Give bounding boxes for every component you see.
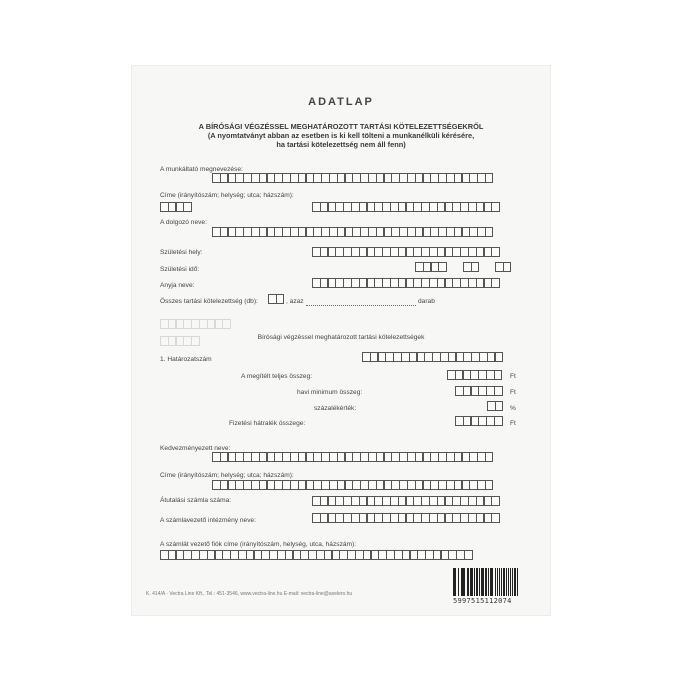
field-fiok[interactable] [160, 550, 472, 560]
unit-ft: Ft [510, 420, 516, 427]
field-ev[interactable] [415, 262, 446, 272]
char-box[interactable] [485, 452, 494, 462]
form-subtitle-note: (A nyomtatványt abban az esetben is ki kell tölteni a munkanélküli kérésére, [207, 131, 475, 140]
label-fiok: A számlát vezető fiók címe (irányítószám, helység, utca, házszám): [160, 541, 357, 548]
char-box[interactable] [494, 416, 503, 426]
label-osszes: Összes tartási kötelezettség (db): [160, 298, 258, 305]
char-box[interactable] [485, 227, 494, 237]
field-kedvezmenyezett[interactable] [212, 452, 493, 462]
field-munkaltato[interactable] [212, 173, 493, 183]
field-szazalek[interactable] [487, 401, 503, 411]
char-box[interactable] [491, 496, 500, 506]
unit-ft: Ft [510, 389, 516, 396]
label-fizetesi: Fizetési hátralék összege: [229, 420, 306, 427]
char-box[interactable] [438, 262, 447, 272]
field-hatarozatszam[interactable] [362, 352, 502, 362]
field-nap[interactable] [495, 262, 511, 272]
char-box[interactable] [464, 550, 473, 560]
field-osszes-db[interactable] [268, 294, 284, 304]
field-anyja[interactable] [312, 278, 499, 288]
label-munkaltato: A munkáltató megnevezése: [160, 166, 243, 173]
field-szuletesi-hely[interactable] [312, 247, 499, 257]
char-box[interactable] [471, 262, 480, 272]
field-iranyitoszam[interactable] [160, 202, 191, 212]
field-havi[interactable] [455, 386, 502, 396]
form-sheet [132, 66, 550, 615]
barcode-bar [518, 568, 520, 596]
label-cime: Címe (irányítószám; helység; utca; házszám): [160, 192, 294, 199]
label-megitelt: A megítélt teljes összeg: [241, 373, 313, 380]
unit-ft: Ft [510, 373, 516, 380]
unit-percent: % [510, 405, 516, 412]
barcode [453, 568, 539, 596]
char-box[interactable] [503, 262, 512, 272]
field-fizetesi[interactable] [455, 416, 502, 426]
field-atutalasi[interactable] [312, 496, 499, 506]
field-megitelt[interactable] [447, 370, 502, 380]
form-subtitle: A BÍRÓSÁGI VÉGZÉSSEL MEGHATÁROZOTT TARTÁSI KÖTELEZETTSÉGEKRŐL [198, 122, 484, 131]
barcode-number: 5997515112074 [453, 597, 512, 605]
field-honap[interactable] [463, 262, 479, 272]
imprint: K. 414/A · Vectra Line Kft., Tel.: 451-3546, www.vectra-line.hu E-mail: vectra-line@axelero.hu [146, 591, 353, 597]
label-szuletesi-ido: Születési idő: [160, 266, 200, 273]
label-kedvezmenyezett: Kedvezményezett neve: [160, 445, 231, 452]
char-box[interactable] [491, 513, 500, 523]
char-box[interactable] [276, 294, 285, 304]
label-szazalek: százalékérték: [314, 405, 357, 412]
form-subtitle-note-2: ha tartási kötelezettség nem áll fenn) [276, 140, 406, 149]
char-box[interactable] [495, 352, 504, 362]
label-havi: havi minimum összeg: [297, 389, 363, 396]
bleed-through-boxes [160, 319, 230, 329]
char-box[interactable] [495, 401, 504, 411]
field-dolgozo[interactable] [212, 227, 493, 237]
char-box[interactable] [494, 386, 503, 396]
section-heading: Bírósági végzéssel meghatározott tartási kötelezettségek [257, 334, 425, 341]
char-box[interactable] [491, 247, 500, 257]
char-box [222, 319, 231, 329]
field-cime[interactable] [312, 202, 499, 212]
field-cime-2[interactable] [212, 480, 493, 490]
label-dolgozo: A dolgozó neve: [160, 219, 207, 226]
char-box[interactable] [485, 173, 494, 183]
char-box[interactable] [491, 278, 500, 288]
dotted-line[interactable] [306, 305, 416, 306]
label-azaz: , azaz [286, 298, 304, 305]
field-szamlavezeto[interactable] [312, 513, 499, 523]
label-hatarozatszam: 1. Határozatszám [160, 356, 212, 363]
char-box[interactable] [494, 370, 503, 380]
char-box[interactable] [491, 202, 500, 212]
label-szuletesi-hely: Születési hely: [160, 249, 203, 256]
form-title: ADATLAP [308, 96, 374, 108]
char-box[interactable] [485, 480, 494, 490]
label-anyja: Anyja neve: [160, 282, 195, 289]
char-box[interactable] [183, 202, 192, 212]
label-darab: darab [418, 298, 435, 305]
label-atutalasi: Átutalási számla száma: [160, 497, 232, 504]
label-szamlavezeto: A számlavezető intézmény neve: [160, 517, 257, 524]
label-cime-2: Címe (irányítószám; helység; utca; házszám): [160, 472, 294, 479]
